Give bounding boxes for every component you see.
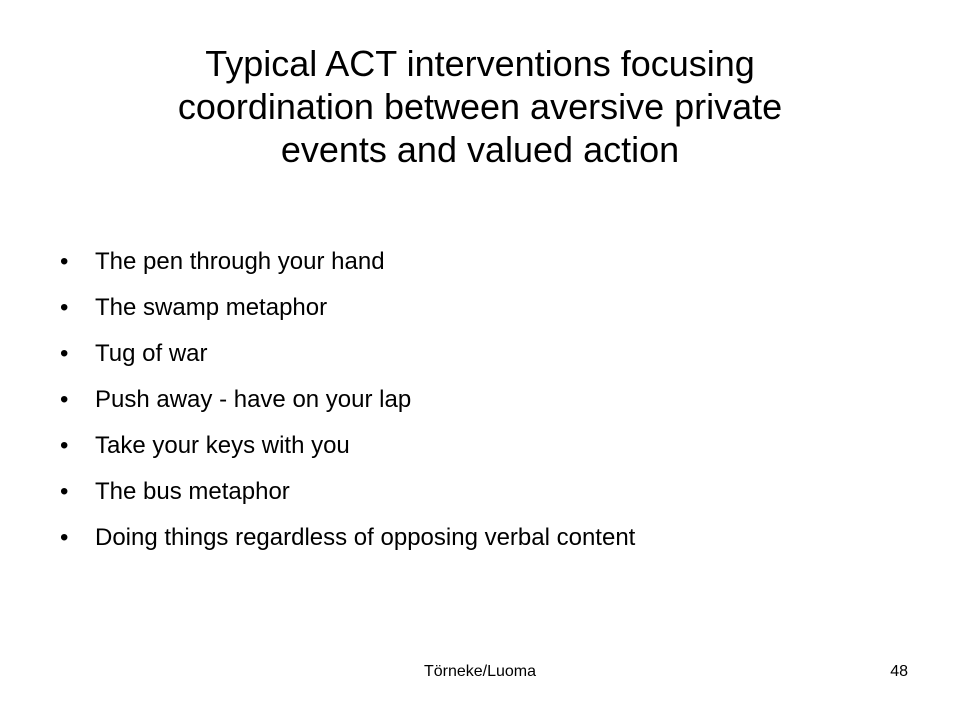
bullet-marker: • <box>60 478 69 505</box>
bullet-marker: • <box>60 248 69 275</box>
bullet-item <box>60 524 920 570</box>
bullet-text: The bus metaphor <box>95 478 290 505</box>
bullet-text: Tug of war <box>95 340 208 367</box>
bullet-marker: • <box>60 386 69 413</box>
footer-author: Törneke/Luoma <box>423 663 537 680</box>
bullet-text: Push away - have on your lap <box>95 386 412 413</box>
bullet-text: Doing things regardless of opposing verbal content <box>95 524 636 551</box>
bullet-text: Take your keys with you <box>95 432 350 459</box>
slide-title: Typical ACT interventions focusing coordination between aversive private events and valued action <box>177 43 783 171</box>
bullet-item <box>60 478 920 524</box>
bullet-item <box>60 432 920 478</box>
bullet-item <box>60 248 920 294</box>
bullet-marker: • <box>60 294 69 321</box>
bullet-marker: • <box>60 524 69 551</box>
bullet-text: The pen through your hand <box>95 248 385 275</box>
bullet-item <box>60 340 920 386</box>
bullet-text: The swamp metaphor <box>95 294 328 321</box>
page-number: 48 <box>890 663 908 680</box>
bullet-marker: • <box>60 432 69 459</box>
bullet-marker: • <box>60 340 69 367</box>
bullet-item <box>60 386 920 432</box>
bullet-list <box>60 248 920 570</box>
bullet-item <box>60 294 920 340</box>
